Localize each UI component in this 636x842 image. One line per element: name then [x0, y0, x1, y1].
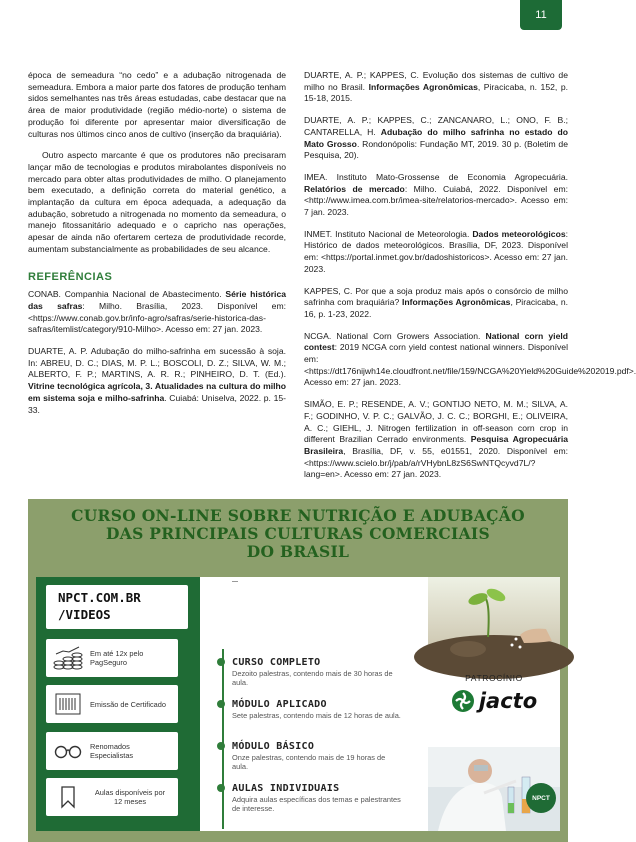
right-column	[304, 70, 636, 491]
reference-entry: KAPPES, C. Por que a soja produz mais após o consórcio de milho safrinha com braquiária? Informações Agronômicas, Piracicaba, n. 16, p. 1-23, 2022.	[304, 285, 568, 319]
left-column	[28, 70, 286, 426]
course-option-basic[interactable]: MÓDULO BÁSICO Onze palestras, contendo mais de 19 horas de aula.	[232, 741, 432, 771]
reference-entry: IMEA. Instituto Mato-Grossense de Economia Agropecuária. Relatórios de mercado: Milho. Cuiabá, 2022. Disponível em: <http://www.imea.com.br/imea-site/relatorios-mercado>. Acesso em: 7 jan. 2023.	[304, 171, 569, 218]
reference-entry: DUARTE, A. P. Adubação do milho-safrinha em sucessão à soja. In: ABREU, D. C.; DIAS, M. P. L.; BOSCOLI, D. Z.; SILVA, W. M.; ALBERTO, F. P.; MARTINS, A. R. R.; PINHEIRO, D. T. (Ed.). Vitrine tecnológica agrícola, 3. Atualidades na cultura do milho em sistema soja e milho-safrinha. Cuiabá: Uniselva, 2022. p. 15-33.	[28, 346, 286, 415]
npct-badge: NPCT	[526, 783, 556, 813]
certificate-icon	[46, 685, 90, 723]
timeline-dot	[217, 742, 225, 750]
plant-seedling-photo	[428, 577, 560, 661]
course-option-complete[interactable]: CURSO COMPLETO Dezoito palestras, contendo mais de 30 horas de aula.	[232, 657, 432, 687]
body-paragraph: época de semeadura “no cedo” e a adubação nitrogenada de semeadura. Embora a maior parte dos fatores de produção tenham sidos semelhantes nas três áreas estudadas, cabe destacar que na área de maior produtividade (região médio-norte) o sistema de produção foi diferente por apresentar maior diversificação de culturas nos últimos cinco anos de cultivo (inserção da braquiária).	[28, 70, 286, 139]
body-paragraph: Outro aspecto marcante é que os produtores não precisaram lançar mão de tecnologias e produtos mirabolantes disponíveis no mercado para obter altas produtividades de milho. O planejamento bem executado, a definição correta do material genético, a implantação da cultura em época adequada, a adequação da adubação, sobretudo a nitrogenada no momento da semeadura, o manejo fitossanitário adequado e o capricho nas operações, apesar de ainda não ofertarem certeza de produtividade recorde, aumentam substancialmente as probabilidades de seu alcance.	[28, 150, 286, 254]
ad-title: CURSO ON-LINE SOBRE NUTRIÇÃO E ADUBAÇÃO DAS PRINCIPAIS CULTURAS COMERCIAIS DO BRASIL	[71, 506, 525, 561]
reference-entry: INMET. Instituto Nacional de Meteorologia. Dados meteorológicos: Histórico de dados meteorológicos. Brasília, DF, 2023. Disponível em: <https://portal.inmet.gov.br/dadoshistoricos>. Acesso em: 27 jan. 2023.	[304, 228, 568, 274]
course-advertisement[interactable]	[28, 499, 568, 842]
laboratory-photo	[428, 747, 560, 831]
glasses-icon	[46, 732, 90, 770]
timeline-dot	[217, 658, 225, 666]
course-timeline	[222, 649, 224, 829]
timeline-dot	[217, 784, 225, 792]
page-number: 11	[520, 0, 562, 30]
jacto-emblem-icon	[451, 689, 475, 713]
ad-sidebar	[36, 577, 200, 831]
jacto-logo: jacto	[451, 689, 537, 713]
bookmark-icon	[46, 778, 90, 816]
feature-certificate: Emissão de Certificado	[46, 685, 178, 723]
course-option-individual[interactable]: AULAS INDIVIDUAIS Adquira aulas específicas dos temas e palestrantes de interesse.	[232, 783, 432, 813]
reference-entry: NCGA. National Corn Growers Association. National corn yield contest: 2019 NCGA corn yield contest national winners. Disponível em: <https://dt176nijwh14e.cloudfront.net/file/159/NCGA%20Yield%20Guide%202019.pdf>. Acesso em: 27 jan. 2023.	[304, 330, 636, 388]
feature-installments: Em até 12x pelo PagSeguro	[46, 639, 178, 677]
coins-chart-icon	[46, 639, 90, 677]
feature-specialists: Renomados Especialistas	[46, 732, 178, 770]
site-url-box[interactable]: NPCT.COM.BR /VIDEOS	[46, 585, 188, 629]
reference-entry: SIMÃO, E. P.; RESENDE, A. V.; GONTIJO NETO, M. M.; SILVA, A. F.; GODINHO, V. P. C.; GALVÃO, J. C. C.; BORGHI, E.; OLIVEIRA, A. C.; GIEHL, J. Nitrogen fertilization in off-season corn crop in different Brazilian Cerrado environments. Pesquisa Agropecuária Brasileira, Brasília, DF, v. 55, e01551, 2020. Disponível em: <https://www.scielo.br/j/pab/a/rVHybnL8zS6SwNTQcyvd7L/?lang=en>. Acesso em: 27 jan. 2023.	[304, 399, 568, 480]
ad-panel	[36, 577, 560, 831]
references-heading: REFERÊNCIAS	[28, 270, 113, 283]
reference-entry: DUARTE, A. P.; KAPPES, C. Evolução dos sistemas de cultivo de milho no Brasil. Informações Agronômicas, Piracicaba, n. 152, p. 15-18, 2015.	[304, 70, 568, 104]
feature-availability: Aulas disponíveis por 12 meses	[46, 778, 178, 816]
timeline-dot	[217, 700, 225, 708]
course-option-applied[interactable]: MÓDULO APLICADO Sete palestras, contendo mais de 12 horas de aula.	[232, 699, 432, 720]
divider	[232, 581, 238, 582]
reference-entry: CONAB. Companhia Nacional de Abastecimento. Série histórica das safras: Milho. Brasília, 2023. Disponível em: <https://www.conab.gov.br/info-agro/safras/serie-historica-das-safras/itemlist/category/910-Milho>. Acesso em: 27 jan. 2023.	[28, 289, 286, 335]
sponsor-block: PATROCÍNIO jacto	[428, 673, 560, 718]
reference-entry: DUARTE, A. P.; KAPPES, C.; ZANCANARO, L.; ONO, F. B.; CANTARELLA, H. Adubação do milho safrinha no estado do Mato Grosso. Rondonópolis: Fundação MT, 2019. 30 p. (Boletim de Pesquisa, 20).	[304, 115, 568, 161]
